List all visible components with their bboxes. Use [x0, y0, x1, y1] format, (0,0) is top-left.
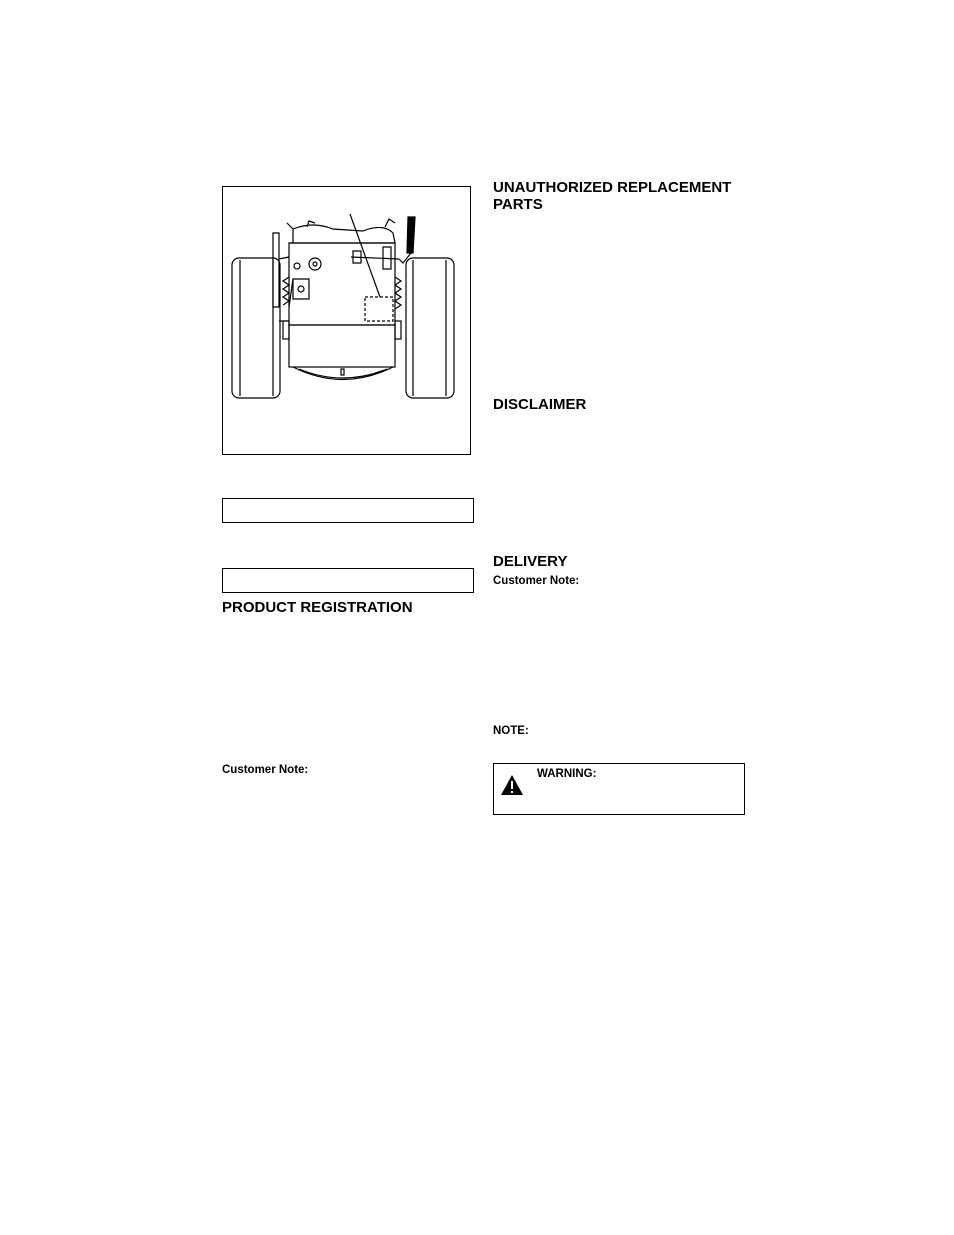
heading-disclaimer: DISCLAIMER — [493, 396, 587, 413]
heading-delivery: DELIVERY — [493, 553, 568, 570]
record-field-1[interactable] — [222, 498, 474, 523]
heading-product-registration: PRODUCT REGISTRATION — [222, 599, 413, 616]
warning-triangle-icon — [500, 774, 524, 796]
registration-customer-note: Customer Note: — [222, 764, 309, 776]
note-label: NOTE: — [493, 725, 529, 737]
machine-figure — [222, 186, 471, 455]
heading-unauthorized-replacement-parts: UNAUTHORIZED REPLACEMENT PARTS — [493, 179, 732, 213]
delivery-customer-note: Customer Note: — [493, 575, 580, 587]
machine-rear-view-illustration — [223, 187, 472, 456]
warning-label: WARNING: — [537, 768, 597, 780]
record-field-2[interactable] — [222, 568, 474, 593]
warning-box — [493, 763, 745, 815]
